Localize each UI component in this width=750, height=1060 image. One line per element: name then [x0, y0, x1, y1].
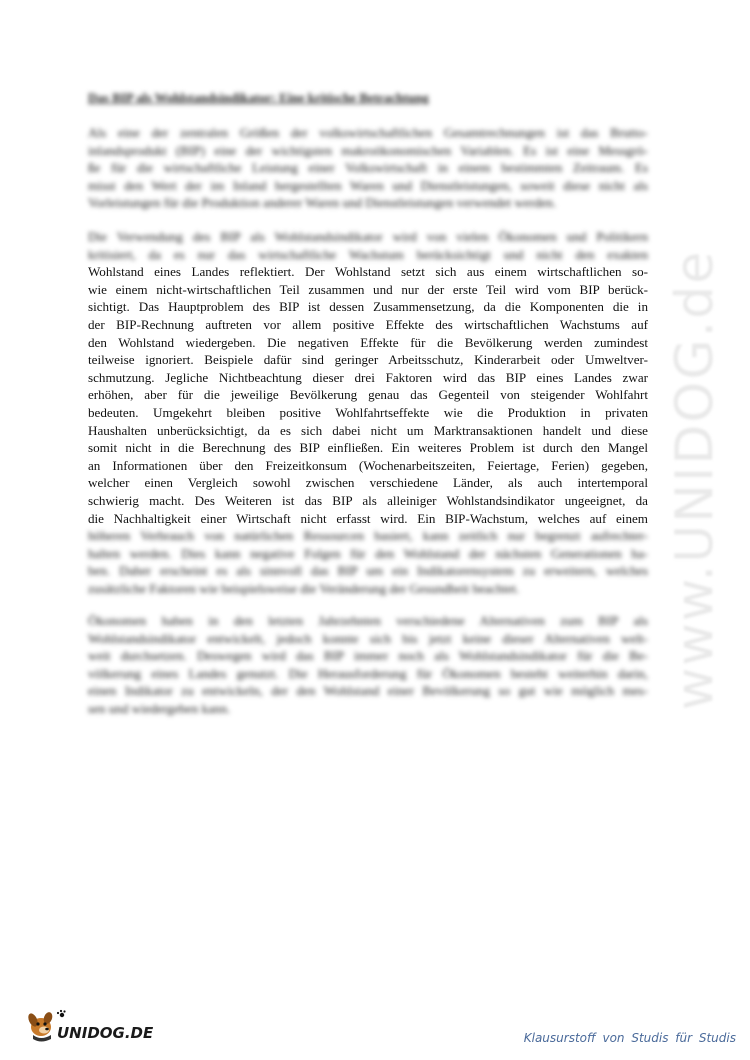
- text-line: an Informationen über den Freizeitkonsum (Wochenarbeitszeiten, Feiertage, Ferien) gegeben,: [88, 457, 648, 473]
- text-line-blurred: höheren Verbrauch von natürlichen Ressourcen basiert, kann zeitlich nur begrenzt aufrechter-: [88, 528, 648, 544]
- text-line: den Wohlstand wiedergeben. Die negativen Effekte für die Bevölkerung werden zumindest: [88, 334, 648, 350]
- text-line: wie einem nicht-wirtschaftlichen Teil zusammen und nur der erste Teil wird vom BIP berück-: [88, 281, 648, 297]
- watermark-text: www.UNIDOG.de: [665, 249, 725, 711]
- text-line: schmutzung. Jegliche Nichtbeachtung dieser drei Faktoren wird das BIP eines Landes zwar: [88, 369, 648, 385]
- text-line: Wohlstand eines Landes reflektiert. Der Wohlstand setzt sich aus einem wirtschaftlichen so-: [88, 264, 648, 280]
- text-line: der BIP-Rechnung auftreten vor allem positive Effekte des wirtschaftlichen Wachstums auf: [88, 316, 648, 332]
- paragraph-alternatives: [88, 612, 648, 718]
- document-heading: Das BIP als Wohlstandsindikator: Eine kritische Betrachtung: [88, 90, 429, 105]
- text-line: schwierig macht. Des Weiteren ist das BIP als alleiniger Wohlstandsindikator ungeeignet, da: [88, 492, 648, 508]
- text-line: Haushalten unberücksichtigt, da es sich dabei nicht um Marktransaktionen handelt und diese: [88, 422, 648, 438]
- text-line: Vorleistungen für die Produktion anderer Waren und Dienstleistungen verwendet werden.: [88, 195, 557, 211]
- dog-mascot-icon: [24, 1005, 154, 1045]
- text-line: einen Indikator zu entwickeln, der den Wohlstand einer Bevölkerung so gut wie möglich mes-: [88, 683, 648, 699]
- footer-tagline: Klausurstoff von Studis für Studis: [523, 1031, 736, 1045]
- text-line: Als eine der zentralen Größen der volkswirtschaftlichen Gesamtrechnungen ist das Brutto-: [88, 125, 648, 140]
- text-line: Ökonomen haben in den letzten Jahrzehnten verschiedene Alternativen zum BIP als: [88, 613, 648, 628]
- text-line: weit durchsetzen. Deswegen wird das BIP immer noch als Wohlstandsindikator für die Be-: [88, 648, 648, 664]
- paragraph-critique: [88, 228, 648, 597]
- text-line: sichtigt. Das Hauptproblem des BIP ist dessen Zusammensetzung, da die Komponenten die in: [88, 299, 648, 315]
- paragraph-intro: [88, 124, 648, 212]
- text-line: erhöhen, aber für die jeweilige Bevölkerung genau das Gegenteil von steigender Wohlfahrt: [88, 387, 648, 403]
- text-line: völkerung eines Landes genutzt. Die Herausforderung für Ökonomen besteht weiterhin darin,: [88, 665, 648, 681]
- text-line-blurred: kritisiert, da es nur das wirtschaftliche Wachstum berücksichtigt und nicht den exakten: [88, 246, 648, 262]
- text-line: inlandsprodukt (BIP) eine der wichtigsten makroökonomischen Variablen. Es ist eine Messgrö-: [88, 142, 648, 158]
- text-line: ße für die wirtschaftliche Leistung einer Volkswirtschaft in einem bestimmten Zeitraum. Es: [88, 160, 648, 176]
- watermark: [660, 210, 730, 750]
- text-line: welcher einen Vergleich sowohl zwischen verschiedene Länder, als auch intertemporal: [88, 475, 648, 491]
- text-line: somit nicht in die Berechnung des BIP einfließen. Ein weiteres Problem ist durch den Mangel: [88, 440, 648, 456]
- text-line: die Nachhaltigkeit einer Wirtschaft nicht erfasst wird. Ein BIP-Wachstum, welches auf einem: [88, 510, 648, 526]
- text-line-blurred: halten werden. Dies kann negative Folgen für den Wohlstand der nächsten Generationen ha-: [88, 545, 648, 561]
- text-line-blurred: ben. Daher erscheint es als sinnvoll das BIP um ein Indikatorensystem zu erweitern, welches: [88, 563, 648, 579]
- text-line: teilweise ignoriert. Beispiele dafür sind geringer Arbeitsschutz, Kinderarbeit oder Umweltver-: [88, 352, 648, 368]
- unidog-logo: [24, 1005, 154, 1045]
- text-line-blurred: Die Verwendung des BIP als Wohlstandsindikator wird von vielen Ökonomen und Politikern: [88, 229, 648, 244]
- text-line: Wohlstandsindikator entwickelt, jedoch konnte sich bis jetzt keine dieser Alternativen welt-: [88, 630, 648, 646]
- text-line: sen und wiedergeben kann.: [88, 700, 231, 716]
- logo-text: UNIDOG.DE: [57, 1024, 154, 1042]
- text-line-blurred: zusätzliche Faktoren wie beispielsweise die Veränderung der Gesundheit beachtet.: [88, 580, 520, 596]
- text-line: bedeuten. Umgekehrt bleiben positive Wohlfahrtseffekte wie die Produktion in privaten: [88, 404, 648, 420]
- text-line: misst den Wert der im Inland hergestellten Waren und Dienstleistungen, soweit diese nicht als: [88, 177, 648, 193]
